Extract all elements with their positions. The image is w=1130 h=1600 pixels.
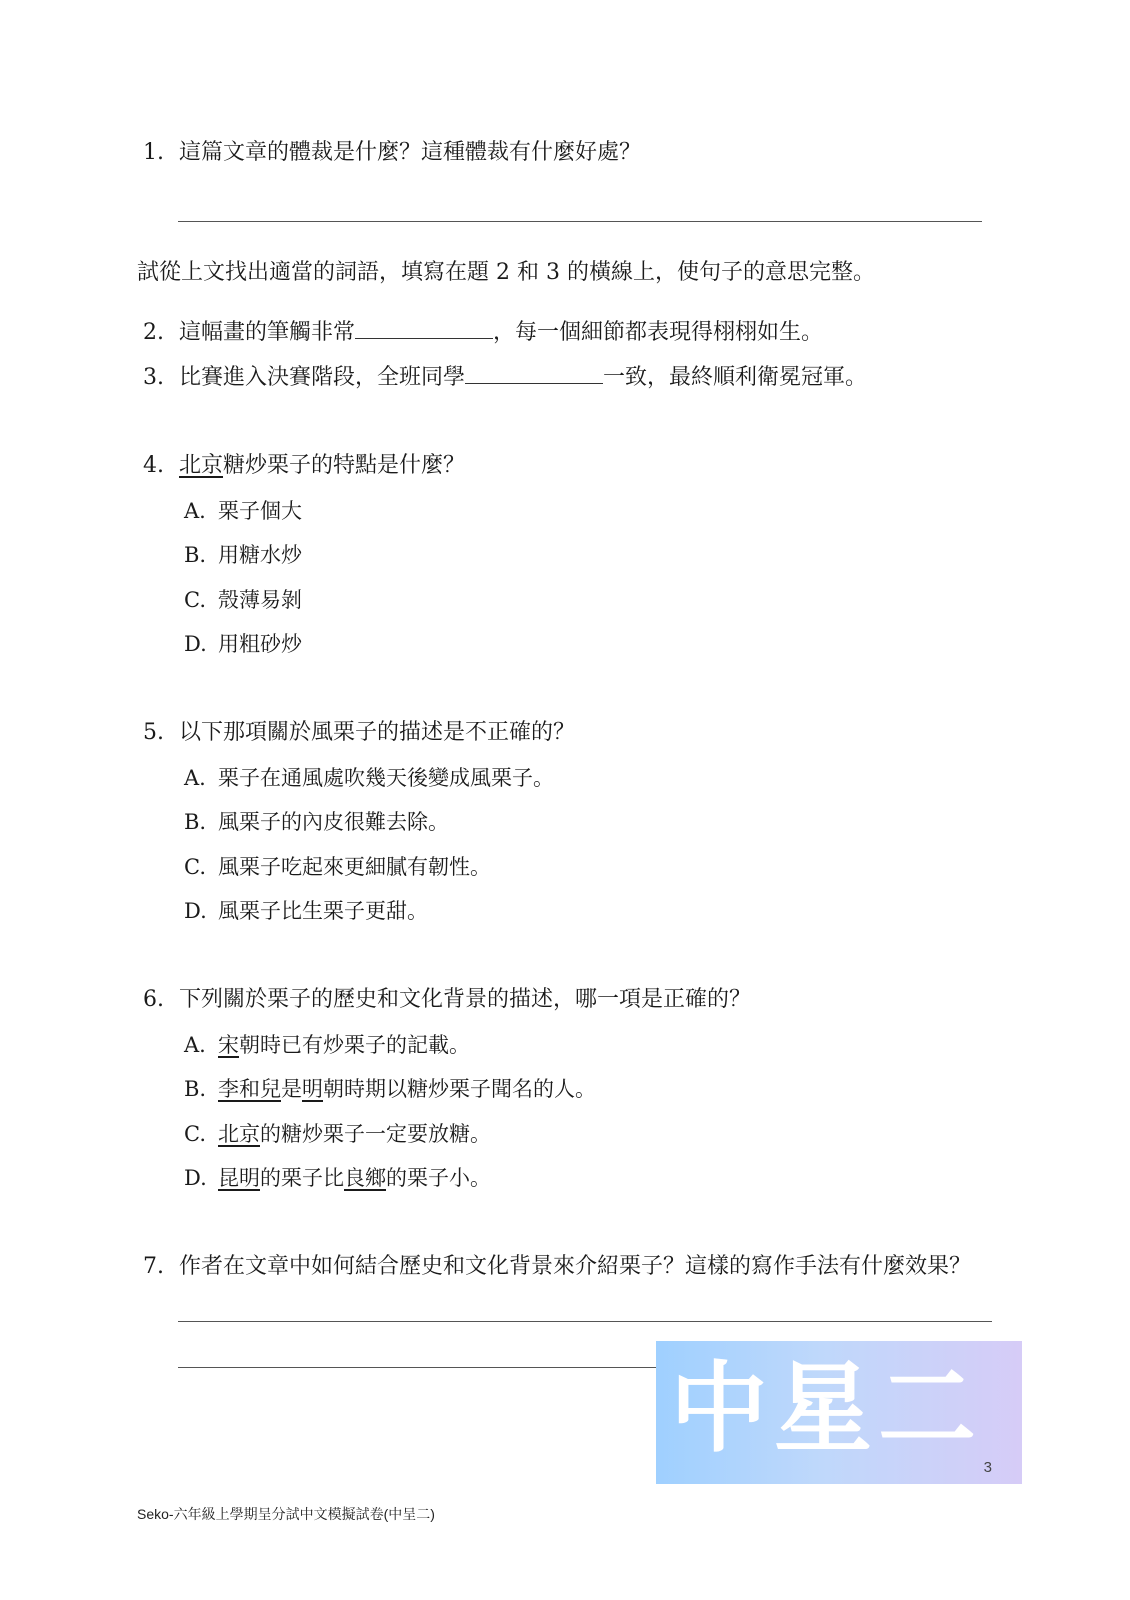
question-text: 以下那項關於風栗子的描述是不正確的？: [179, 720, 576, 745]
question-text-before: 比賽進入決賽階段，全班同學: [179, 365, 466, 390]
question-number: 2.: [143, 320, 164, 345]
question-4: [143, 451, 465, 481]
underlined-proper-noun: 李和兒: [218, 1077, 281, 1101]
watermark-logo: [656, 1341, 1022, 1484]
underlined-proper-noun: 宋: [218, 1033, 239, 1057]
option-text: 朝時期以糖炒栗子聞名的人。: [323, 1077, 596, 1101]
option-a[interactable]: [184, 1030, 470, 1060]
option-text: 的糖炒栗子一定要放糖。: [260, 1122, 491, 1146]
option-letter: B.: [184, 543, 207, 567]
answer-line-q7-1[interactable]: [178, 1321, 992, 1322]
fill-blank-q2[interactable]: [355, 316, 493, 339]
option-letter: B.: [184, 1077, 207, 1101]
question-number: 1.: [143, 140, 164, 165]
question-7: [143, 1252, 971, 1282]
option-b[interactable]: [184, 1074, 596, 1104]
option-text: 風栗子的內皮很難去除。: [218, 810, 449, 834]
option-b[interactable]: [184, 540, 302, 570]
option-text: 的栗子小。: [386, 1166, 491, 1190]
option-text: 栗子個大: [218, 499, 302, 523]
option-a[interactable]: [184, 763, 554, 793]
question-text-after: 一致，最終順利衛冕冠軍。: [603, 365, 868, 390]
underlined-place-name: 北京: [179, 453, 224, 478]
option-text: 用糖水炒: [218, 543, 302, 567]
underlined-proper-noun: 北京: [218, 1122, 260, 1146]
question-number: 4.: [143, 453, 164, 478]
option-letter: A.: [184, 499, 206, 523]
option-b[interactable]: [184, 807, 449, 837]
option-letter: D.: [184, 632, 207, 656]
option-letter: D.: [184, 899, 207, 923]
question-text-after: ，每一個細節都表現得栩栩如生。: [493, 320, 824, 345]
question-text: 這篇文章的體裁是什麼？這種體裁有什麼好處？: [179, 140, 642, 165]
option-text: 朝時已有炒栗子的記載。: [239, 1033, 470, 1057]
underlined-proper-noun: 明: [302, 1077, 323, 1101]
option-c[interactable]: [184, 1119, 491, 1149]
question-6: [143, 985, 751, 1015]
question-text: 作者在文章中如何結合歷史和文化背景來介紹栗子？這樣的寫作手法有什麼效果？: [179, 1254, 972, 1279]
fill-blank-q3[interactable]: [465, 361, 603, 384]
option-c[interactable]: [184, 585, 302, 615]
underlined-proper-noun: 昆明: [218, 1166, 260, 1190]
question-2: [143, 316, 823, 348]
option-letter: B.: [184, 810, 207, 834]
question-1: [143, 138, 641, 168]
instruction-text: 試從上文找出適當的詞語，填寫在題 2 和 3 的橫線上，使句子的意思完整。: [137, 260, 875, 285]
footer-text: Seko-六年級上學期呈分試中文模擬試卷(中呈二): [137, 1506, 435, 1522]
question-text-before: 這幅畫的筆觸非常: [179, 320, 356, 345]
question-number: 6.: [143, 987, 164, 1012]
option-letter: C.: [184, 1122, 206, 1146]
option-text: 風栗子吃起來更細膩有韌性。: [218, 855, 491, 879]
option-c[interactable]: [184, 852, 491, 882]
option-d[interactable]: [184, 629, 302, 659]
option-letter: A.: [184, 1033, 206, 1057]
question-number: 5.: [143, 720, 164, 745]
option-letter: A.: [184, 766, 206, 790]
option-text: 是: [281, 1077, 302, 1101]
question-text: 糖炒栗子的特點是什麼？: [223, 453, 466, 478]
question-5: [143, 718, 575, 748]
question-text: 下列關於栗子的歷史和文化背景的描述，哪一項是正確的？: [179, 987, 752, 1012]
option-text: 栗子在通風處吹幾天後變成風栗子。: [218, 766, 554, 790]
option-letter: C.: [184, 855, 206, 879]
option-letter: D.: [184, 1166, 207, 1190]
answer-line-q1[interactable]: [178, 221, 982, 222]
option-text: 風栗子比生栗子更甜。: [218, 899, 428, 923]
option-text: 用粗砂炒: [218, 632, 302, 656]
option-a[interactable]: [184, 496, 302, 526]
option-letter: C.: [184, 588, 206, 612]
watermark-text: 中星二: [670, 1352, 983, 1466]
question-3: [143, 361, 867, 393]
question-number: 3.: [143, 365, 164, 390]
option-d[interactable]: [184, 1163, 491, 1193]
page-number: 3: [983, 1459, 992, 1476]
option-text: 的栗子比: [260, 1166, 344, 1190]
option-text: 殼薄易剝: [218, 588, 302, 612]
question-number: 7.: [143, 1254, 164, 1279]
option-d[interactable]: [184, 896, 428, 926]
underlined-proper-noun: 良鄉: [344, 1166, 386, 1190]
